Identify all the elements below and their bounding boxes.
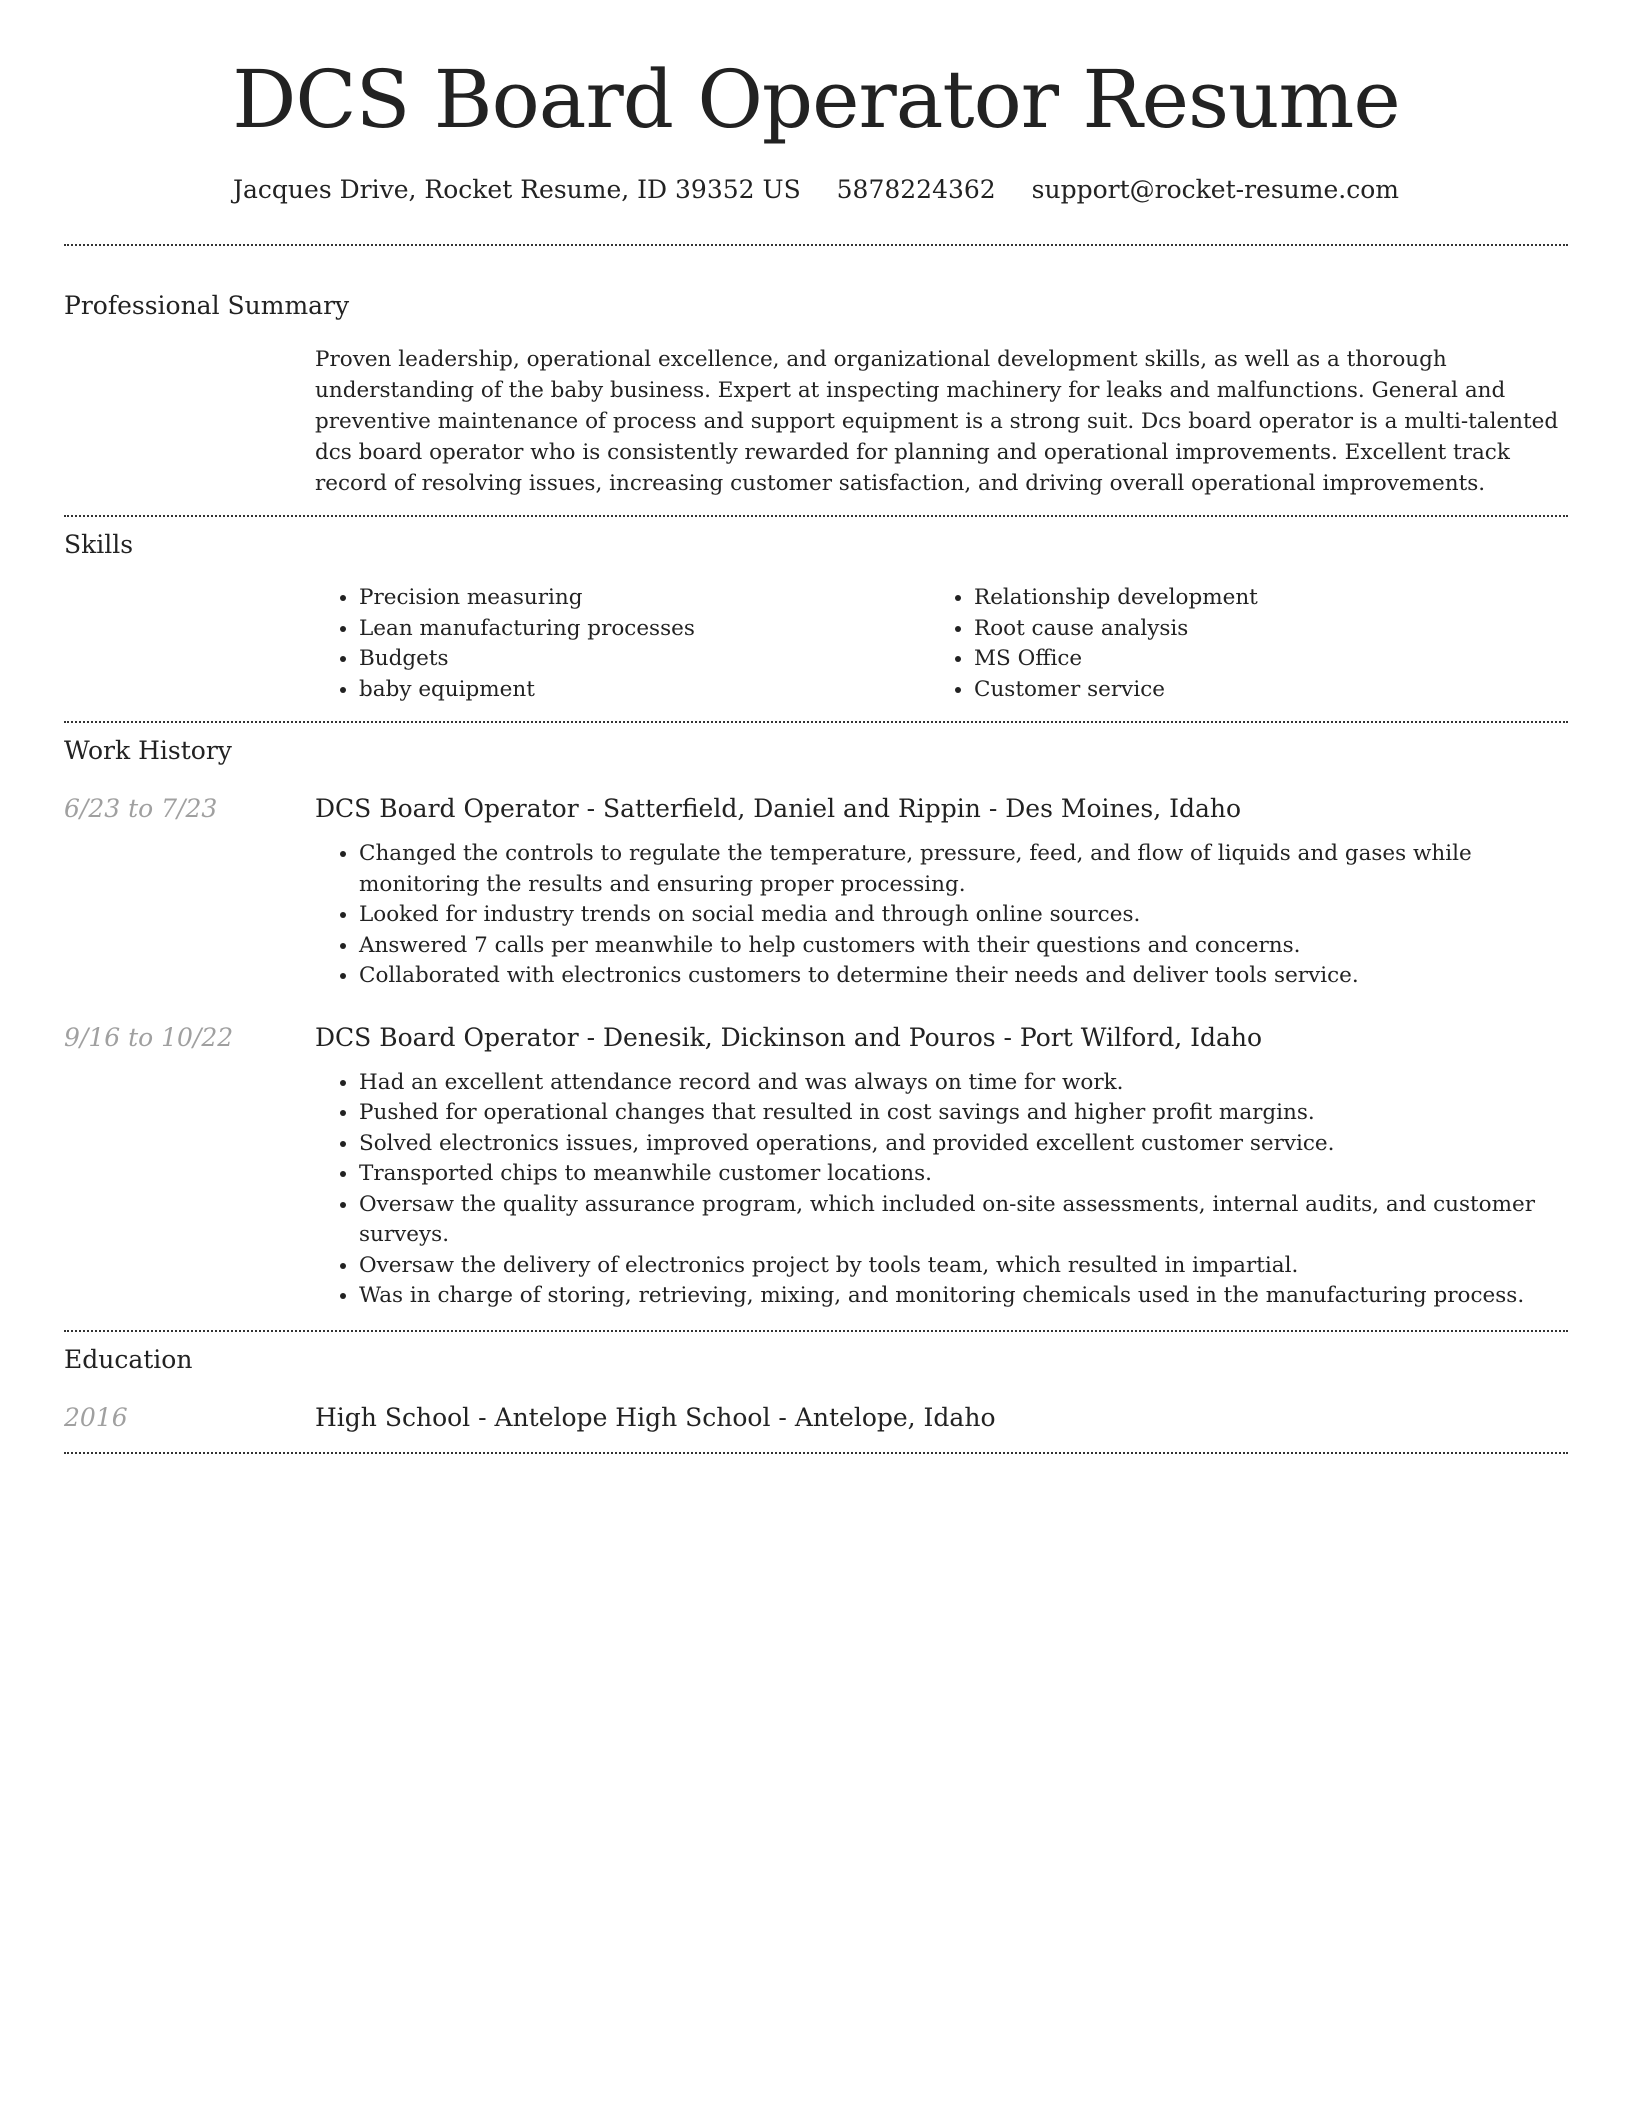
- skills-column-left: [315, 583, 930, 705]
- job-bullets: [315, 1068, 1568, 1312]
- job-bullet: • Collaborated with electronics customers to determine their needs and deliver tools service.: [359, 961, 1568, 992]
- skill-item: • Root cause analysis: [974, 614, 1568, 645]
- contact-address: Jacques Drive, Rocket Resume, ID 39352 US: [233, 175, 801, 204]
- job-bullet: • Oversaw the quality assurance program, which included on-site assessments, internal audits, and customer surveys.: [359, 1190, 1568, 1251]
- skill-item: • Budgets: [359, 644, 930, 675]
- skill-item: • Customer service: [974, 675, 1568, 706]
- job-bullet: • Transported chips to meanwhile customer locations.: [359, 1159, 1568, 1190]
- job-title: DCS Board Operator - Denesik, Dickinson and Pouros - Port Wilford, Idaho: [315, 1022, 1263, 1052]
- skills-section: [64, 517, 1568, 721]
- job-bullet: • Was in charge of storing, retrieving, mixing, and monitoring chemicals used in the manufacturing process.: [359, 1281, 1568, 1312]
- job-details: [315, 793, 1568, 992]
- skills-list: [315, 583, 1568, 721]
- contact-email: support@rocket-resume.com: [1031, 175, 1399, 204]
- summary-heading: Professional Summary: [64, 291, 350, 320]
- contact-phone: 5878224362: [836, 175, 996, 204]
- job-bullets: [315, 839, 1568, 992]
- job-dates: 9/16 to 10/22: [64, 1022, 234, 1052]
- skill-item: • Precision measuring: [359, 583, 930, 614]
- education-details: [315, 1402, 1568, 1434]
- work-history-section: [64, 723, 1568, 1330]
- contact-line: [64, 174, 1568, 206]
- skill-item: • MS Office: [974, 644, 1568, 675]
- education-title: High School - Antelope High School - Antelope, Idaho: [315, 1402, 996, 1432]
- education-year: 2016: [64, 1402, 128, 1432]
- job-details: [315, 1022, 1568, 1312]
- job-bullet: • Solved electronics issues, improved operations, and provided excellent customer service.: [359, 1129, 1568, 1160]
- skills-heading: Skills: [64, 530, 134, 559]
- summary-section: [64, 246, 1568, 515]
- skill-item: • baby equipment: [359, 675, 930, 706]
- divider: [64, 1452, 1568, 1454]
- work-history-heading: Work History: [64, 736, 232, 765]
- job-bullet: • Changed the controls to regulate the temperature, pressure, feed, and flow of liquids and gases while monitoring the results and ensuring proper processing.: [359, 839, 1568, 900]
- education-section: [64, 1332, 1568, 1452]
- resume-header: [64, 0, 1568, 206]
- job-dates: 6/23 to 7/23: [64, 794, 218, 823]
- education-entry: [64, 1402, 1568, 1452]
- summary-text: Proven leadership, operational excellence, and organizational development skills, as well as a thorough understanding of the baby business. Expert at inspecting machinery for leaks and malfunctions. General and preventive maintenance of process and support equipment is a strong suit. Dcs board operator is a multi-talented dcs board operator who is consistently rewarded for planning and operational improvements. Excellent track record of resolving issues, increasing customer satisfaction, and driving overall operational improvements.: [315, 347, 1559, 496]
- education-heading: Education: [64, 1344, 193, 1374]
- job-bullet: • Had an excellent attendance record and was always on time for work.: [359, 1068, 1568, 1099]
- job-bullet: • Pushed for operational changes that resulted in cost savings and higher profit margins.: [359, 1098, 1568, 1129]
- job-bullet: • Oversaw the delivery of electronics project by tools team, which resulted in impartial.: [359, 1251, 1568, 1282]
- skill-item: • Lean manufacturing processes: [359, 614, 930, 645]
- job-bullet: • Looked for industry trends on social media and through online sources.: [359, 900, 1568, 931]
- job-entry: [64, 1022, 1568, 1330]
- job-entry: [64, 793, 1568, 992]
- job-title: DCS Board Operator - Satterfield, Daniel and Rippin - Des Moines, Idaho: [315, 794, 1242, 823]
- resume-title: DCS Board Operator Resume: [232, 53, 1400, 146]
- job-bullet: • Answered 7 calls per meanwhile to help customers with their questions and concerns.: [359, 931, 1568, 962]
- skill-item: • Relationship development: [974, 583, 1568, 614]
- skills-column-right: [930, 583, 1568, 705]
